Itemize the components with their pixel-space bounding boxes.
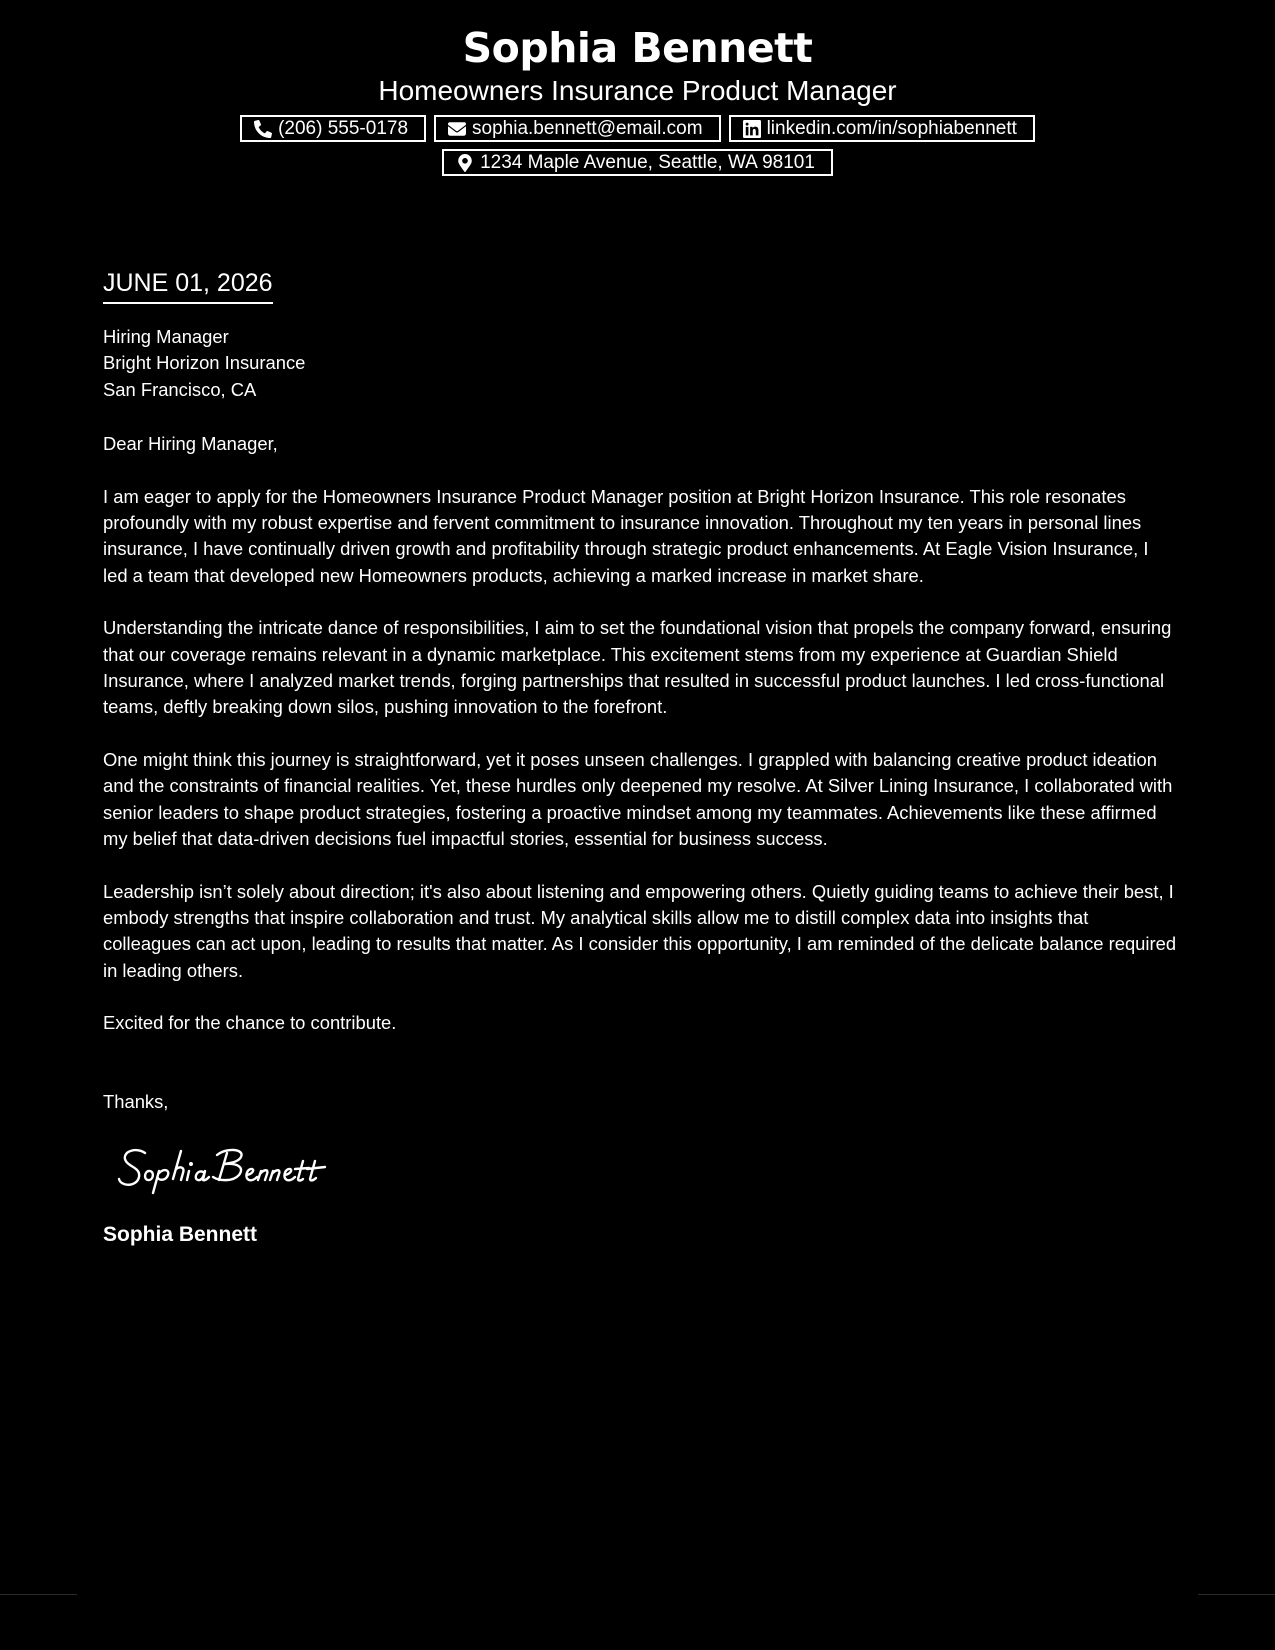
page-edge-line-right xyxy=(1198,1594,1275,1595)
applicant-name: Sophia Bennett xyxy=(462,24,813,72)
contact-row-secondary xyxy=(0,149,1275,176)
contact-address xyxy=(442,149,833,176)
handwritten-signature xyxy=(115,1137,355,1197)
applicant-title: Homeowners Insurance Product Manager xyxy=(378,75,897,106)
contact-email xyxy=(434,115,721,142)
page-edge-line-left xyxy=(0,1594,77,1595)
linkedin-text: linkedin.com/in/sophiabennett xyxy=(766,117,1017,139)
signature-image xyxy=(115,1137,355,1197)
linkedin-icon xyxy=(743,120,761,138)
recipient-title: Hiring Manager xyxy=(103,326,229,347)
signoff: Thanks, xyxy=(103,1090,169,1112)
envelope-icon xyxy=(448,120,466,138)
recipient-company: Bright Horizon Insurance xyxy=(103,352,306,374)
map-marker-icon xyxy=(456,154,474,172)
recipient-block xyxy=(103,324,1178,403)
body-paragraph: One might think this journey is straightforward, yet it poses unseen challenges. I grappled with balancing creative product ideation and the constraints of financial realities. Yet, these hurdles only deepened my resolve. At Silver Lining Insurance, I collaborated with senior leaders to shape product strategies, fostering a proactive mindset among my teammates. Achievements like these affirmed my belief that data-driven decisions fuel impactful stories, essential for business success. xyxy=(103,748,1173,850)
letter-body xyxy=(103,266,1178,1249)
recipient-location: San Francisco, CA xyxy=(103,378,257,400)
contact-row-primary xyxy=(0,115,1275,142)
closing-line: Excited for the chance to contribute. xyxy=(103,1012,397,1034)
email-text: sophia.bennett@email.com xyxy=(472,117,703,139)
body-paragraph: Leadership isn’t solely about direction; it's also about listening and empowering others. Quietly guiding teams to achieve their best, I embody strengths that inspire collaboration and trust. My analytical skills allow me to distill complex data into insights that colleagues can act upon, leading to results that matter. As I consider this opportunity, I am reminded of the delicate balance required in leading others. xyxy=(103,880,1177,981)
letter-date: JUNE 01, 2026 xyxy=(103,266,273,304)
body-paragraph: Understanding the intricate dance of responsibilities, I aim to set the foundational vision that propels the company forward, ensuring that our coverage remains relevant in a dynamic marketplace. This excitement stems from my experience at Guardian Shield Insurance, where I analyzed market trends, forging partnerships that resulted in successful product launches. I led cross-functional teams, deftly breaking down silos, pushing innovation to the forefront. xyxy=(103,617,1172,718)
phone-icon xyxy=(254,120,272,138)
greeting: Dear Hiring Manager, xyxy=(103,433,278,455)
phone-text: (206) 555-0178 xyxy=(278,117,409,139)
address-text: 1234 Maple Avenue, Seattle, WA 98101 xyxy=(480,151,815,173)
body-paragraph: I am eager to apply for the Homeowners Insurance Product Manager position at Bright Horizon Insurance. This role resonates profoundly with my robust expertise and fervent commitment to insurance innovation. Throughout my ten years in personal lines insurance, I have continually driven growth and profitability through strategic product enhancements. At Eagle Vision Insurance, I led a team that developed new Homeowners products, achieving a marked increase in market share. xyxy=(103,485,1149,586)
signature-name: Sophia Bennett xyxy=(103,1222,258,1246)
contact-linkedin xyxy=(729,115,1035,142)
contact-phone xyxy=(240,115,426,142)
letter-header xyxy=(0,22,1275,176)
